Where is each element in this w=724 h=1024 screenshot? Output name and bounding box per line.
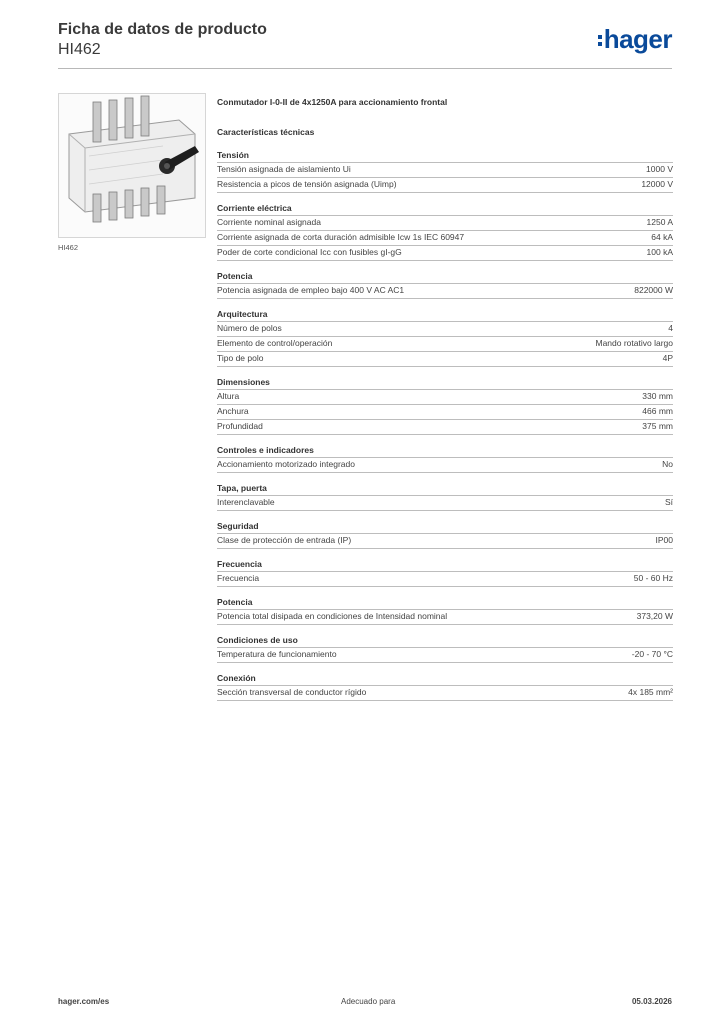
spec-label: Tipo de polo (217, 353, 264, 363)
product-image (58, 93, 206, 238)
spec-label: Accionamiento motorizado integrado (217, 459, 355, 469)
spec-label: Tensión asignada de aislamiento Ui (217, 164, 351, 174)
spec-value: 4 (668, 323, 673, 333)
spec-label: Poder de corte condicional Icc con fusibles gI-gG (217, 247, 402, 257)
spec-value: 1000 V (646, 164, 673, 174)
spec-value: 822000 W (634, 285, 673, 295)
spec-label: Número de polos (217, 323, 282, 333)
section-title: Potencia (217, 270, 673, 284)
section-title: Controles e indicadores (217, 444, 673, 458)
product-description: Conmutador I-0-II de 4x1250A para accionamiento frontal (217, 97, 448, 107)
spec-label: Temperatura de funcionamiento (217, 649, 337, 659)
spec-section (217, 149, 673, 193)
spec-value: 64 kA (651, 232, 673, 242)
spec-value: 12000 V (641, 179, 673, 189)
spec-section (217, 202, 673, 261)
spec-label: Corriente nominal asignada (217, 217, 321, 227)
spec-label: Corriente asignada de corta duración admisible Icw 1s IEC 60947 (217, 232, 465, 242)
image-caption: HI462 (58, 243, 79, 252)
spec-row (217, 322, 673, 337)
spec-label: Anchura (217, 406, 249, 416)
spec-row (217, 178, 673, 193)
spec-row (217, 405, 673, 420)
logo-text: hager (603, 24, 672, 54)
section-title: Corriente eléctrica (217, 202, 673, 216)
spec-label: Potencia asignada de empleo bajo 400 V AC AC1 (217, 285, 405, 295)
spec-label: Profundidad (217, 421, 263, 431)
spec-section (217, 634, 673, 663)
section-title: Tapa, puerta (217, 482, 673, 496)
characteristics-title: Características técnicas (217, 127, 315, 137)
section-title: Arquitectura (217, 308, 673, 322)
spec-section (217, 520, 673, 549)
footer-date: 05.03.2026 (631, 997, 672, 1006)
product-details (217, 96, 673, 710)
spec-row (217, 231, 673, 246)
spec-section (217, 672, 673, 701)
section-title: Seguridad (217, 520, 673, 534)
spec-row (217, 420, 673, 435)
spec-section (217, 482, 673, 511)
spec-row (217, 534, 673, 549)
spec-value: 4x 185 mm² (628, 687, 673, 697)
spec-value: 373,20 W (636, 611, 673, 621)
spec-row (217, 246, 673, 261)
spec-value: IP00 (655, 535, 673, 545)
spec-value: -20 - 70 °C (631, 649, 673, 659)
spec-label: Potencia total disipada en condiciones de Intensidad nominal (217, 611, 448, 621)
spec-section (217, 308, 673, 367)
footer-website[interactable]: hager.com/es (58, 997, 110, 1006)
product-code: HI462 (58, 41, 101, 58)
spec-row (217, 458, 673, 473)
section-title: Tensión (217, 149, 673, 163)
logo-dots-icon (598, 35, 602, 46)
spec-row (217, 686, 673, 701)
spec-value: Sí (664, 497, 673, 507)
footer-suitable-for: Adecuado para (341, 997, 396, 1006)
spec-section (217, 376, 673, 435)
spec-row (217, 496, 673, 511)
spec-section (217, 596, 673, 625)
header-divider (58, 68, 672, 69)
spec-label: Resistencia a picos de tensión asignada (Uimp) (217, 179, 397, 189)
spec-value: 375 mm (642, 421, 673, 431)
spec-value: Mando rotativo largo (595, 338, 673, 348)
spec-label: Clase de protección de entrada (IP) (217, 535, 352, 545)
spec-row (217, 610, 673, 625)
spec-row (217, 572, 673, 587)
spec-row (217, 648, 673, 663)
switch-illustration-icon (59, 94, 205, 237)
spec-row (217, 284, 673, 299)
section-title: Conexión (217, 672, 673, 686)
page-header (58, 20, 672, 70)
section-title: Condiciones de uso (217, 634, 673, 648)
spec-value: 50 - 60 Hz (633, 573, 673, 583)
spec-label: Sección transversal de conductor rígido (217, 687, 367, 697)
spec-value: 100 kA (646, 247, 673, 257)
spec-value: 1250 A (646, 217, 673, 227)
section-title: Frecuencia (217, 558, 673, 572)
spec-value: No (662, 459, 673, 469)
spec-row (217, 337, 673, 352)
spec-row (217, 390, 673, 405)
spec-sections (217, 149, 673, 701)
spec-label: Interenclavable (217, 497, 275, 507)
spec-section (217, 270, 673, 299)
spec-row (217, 352, 673, 367)
section-title: Dimensiones (217, 376, 673, 390)
section-title: Potencia (217, 596, 673, 610)
spec-row (217, 163, 673, 178)
spec-label: Frecuencia (217, 573, 260, 583)
spec-label: Elemento de control/operación (217, 338, 333, 348)
spec-row (217, 216, 673, 231)
spec-value: 330 mm (642, 391, 673, 401)
spec-section (217, 444, 673, 473)
spec-label: Altura (217, 391, 240, 401)
hager-logo (598, 26, 672, 52)
spec-value: 4P (662, 353, 673, 363)
spec-value: 466 mm (642, 406, 673, 416)
spec-section (217, 558, 673, 587)
document-title: Ficha de datos de producto (58, 21, 267, 38)
